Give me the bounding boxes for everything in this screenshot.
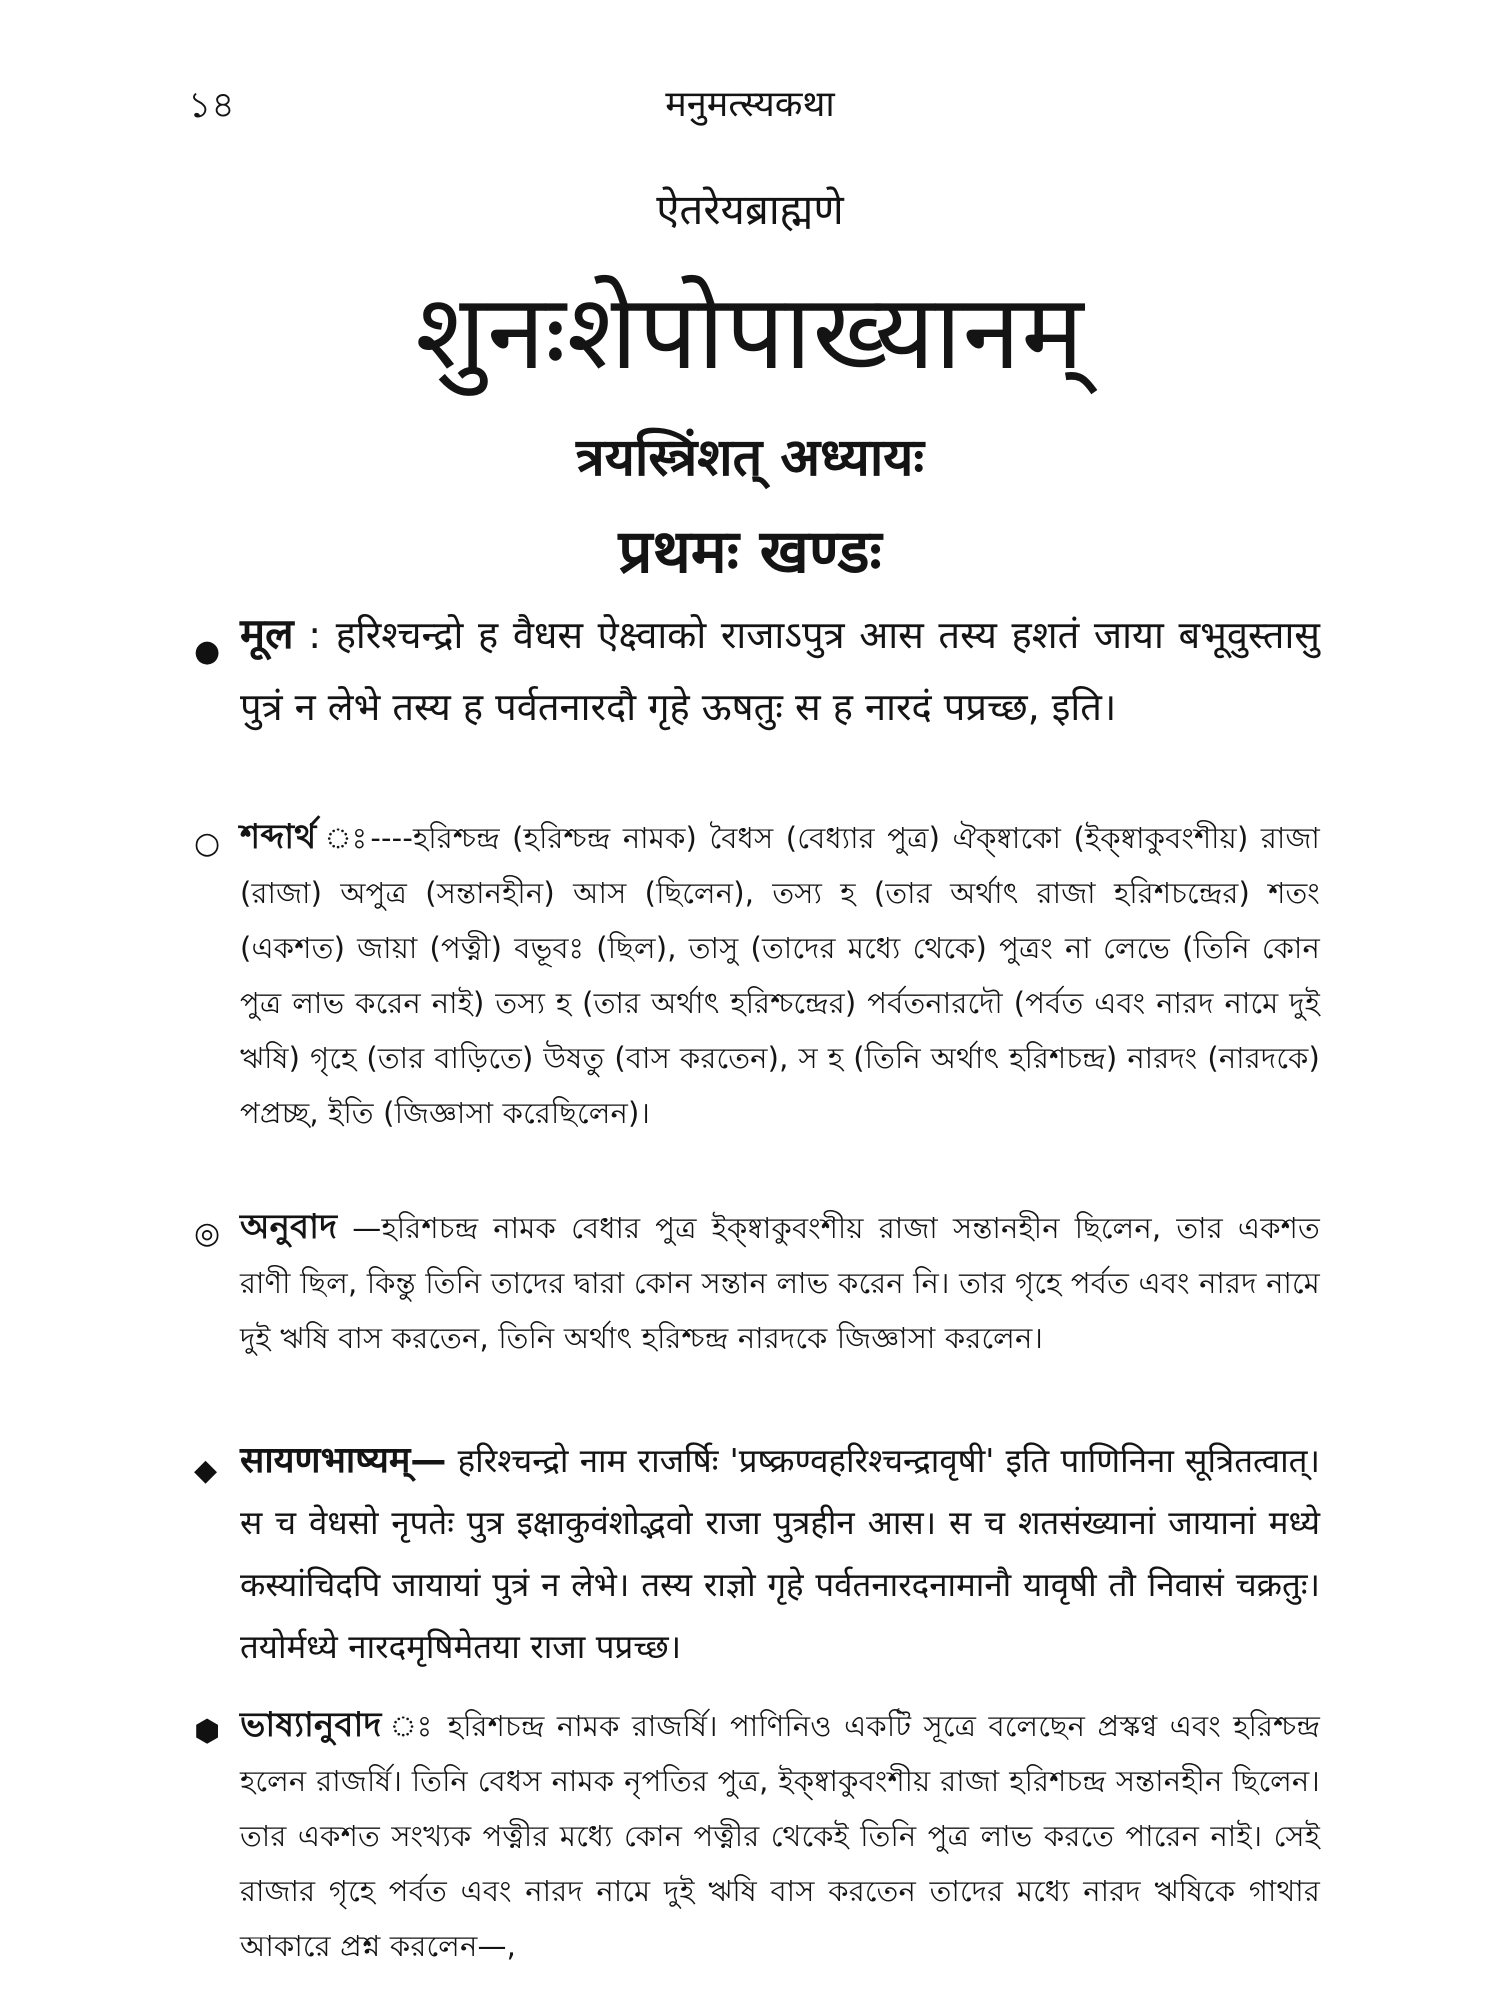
hollow-circle-bullet-icon: ○ bbox=[194, 826, 221, 861]
hexagon-bullet-icon: ⬢ bbox=[194, 1714, 221, 1749]
subtitle: ऐतरेयब्राह्मणे bbox=[656, 185, 844, 234]
bhashyanuvad-text: ঃ হরিশচন্দ্র নামক রাজর্ষি। পাণিনিও একটি সূত্রে বলেছেন প্রস্কণ্ব এবং হরিশ্চন্দ্র হলেন রাজর্ষি। তিনি বেধস নামক নৃপতির পুত্র, ইক্ষ্বাকুবংশীয় রাজা হরিশচন্দ্র সন্তানহীন ছিলেন। তার একশত সংখ্যক পত্নীর মধ্যে কোন পত্নীর থেকেই তিনি পুত্র লাভ করতে পারেন নাই। সেই রাজার গৃহে পর্বত এবং নারদ নামে দুই ঋষি বাস করতেন তাদের মধ্যে নারদ ঋষিকে গাথার আকারে প্রশ্ন করলেন—, bbox=[240, 1709, 1320, 1963]
shabdartha-label: শব্দার্থ bbox=[240, 817, 317, 857]
sayana-paragraph bbox=[194, 1430, 1320, 1678]
bhashyanuvad-paragraph bbox=[194, 1698, 1320, 1974]
anuvad-text: —হরিশচন্দ্র নামক বেধার পুত্র ইক্ষ্বাকুবংশীয় রাজা সন্তানহীন ছিলেন, তার একশত রাণী ছিল, কিন্তু তিনি তাদের দ্বারা কোন সন্তান লাভ করেন নি। তার গৃহে পর্বত এবং নারদ নামে দুই ঋষি বাস করতেন, তিনি অর্থাৎ হরিশ্চন্দ্র নারদকে জিজ্ঞাসা করলেন। bbox=[240, 1211, 1320, 1355]
bhashyanuvad-label: ভাষ্যানুবাদ bbox=[240, 1705, 382, 1745]
anuvad-label: অনুবাদ bbox=[240, 1207, 338, 1247]
page-number: ১৪ bbox=[188, 85, 235, 126]
mool-separator: : bbox=[293, 613, 336, 657]
main-title: शुनःशेपोपाख्यानम् bbox=[415, 271, 1085, 393]
mool-label: मूल bbox=[240, 609, 294, 658]
running-head: मनुमत्स्यकथा bbox=[665, 84, 835, 125]
sayana-text: हरिश्चन्द्रो नाम राजर्षिः 'प्रष्क्रण्वहरिश्चन्द्रावृषी' इति पाणिनिना सूत्रितत्वात्। स च वेधसो नृपतेः पुत्र इक्षाकुवंशोद्भवो राजा पुत्रहीन आस। स च शतसंख्यानां जायानां मध्ये कस्यांचिदपि जायायां पुत्रं न लेभे। तस्य राज्ञो गृहे पर्वतनारदनामानौ यावृषी तौ निवासं चक्रतुः। तयोर्मध्ये नारदमृषिमेतया राजा पप्रच्छ। bbox=[240, 1441, 1320, 1666]
diamond-bullet-icon: ◆ bbox=[194, 1453, 218, 1488]
anuvad-paragraph bbox=[194, 1200, 1320, 1366]
double-circle-bullet-icon: ◎ bbox=[194, 1216, 221, 1251]
filled-circle-bullet-icon: ● bbox=[194, 634, 221, 669]
chapter-heading: त्रयस्त्रिंशत् अध्यायः bbox=[576, 428, 924, 488]
sayana-label: सायणभाष्यम्— bbox=[240, 1440, 447, 1481]
section-heading: प्रथमः खण्डः bbox=[618, 517, 882, 587]
shabdartha-text: ঃ----হরিশ্চন্দ্র (হরিশ্চন্দ্র নামক) বৈধস (বেধ্যার পুত্র) ঐক্ষ্বাকো (ইক্ষ্বাকুবংশীয়) রাজা (রাজা) অপুত্র (সন্তানহীন) আস (ছিলেন), তস্য হ (তার অর্থাৎ রাজা হরিশচন্দ্রের) শতং (একশত) জায়া (পত্নী) বভূবঃ (ছিল), তাসু (তাদের মধ্যে থেকে) পুত্রং না লেভে (তিনি কোন পুত্র লাভ করেন নাই) তস্য হ (তার অর্থাৎ হরিশ্চন্দ্রের) পর্বতনারদৌ (পর্বত এবং নারদ নামে দুই ঋষি) গৃহে (তার বাড়িতে) উষতু (বাস করতেন), স হ (তিনি অর্থাৎ হরিশচন্দ্র) নারদং (নারদকে) পপ্রচ্ছ, ইতি (জিজ্ঞাসা করেছিলেন)। bbox=[240, 821, 1320, 1130]
shabdartha-paragraph bbox=[194, 810, 1320, 1141]
mool-paragraph bbox=[194, 598, 1320, 743]
mool-text: हरिश्चन्द्रो ह वैधस ऐक्ष्वाको राजाऽपुत्र आस तस्य हशतं जाया बभूवुस्तासु पुत्रं न लेभे तस्य ह पर्वतनारदौ गृहे ऊषतुः स ह नारदं पप्रच्छ, इति। bbox=[240, 613, 1320, 729]
